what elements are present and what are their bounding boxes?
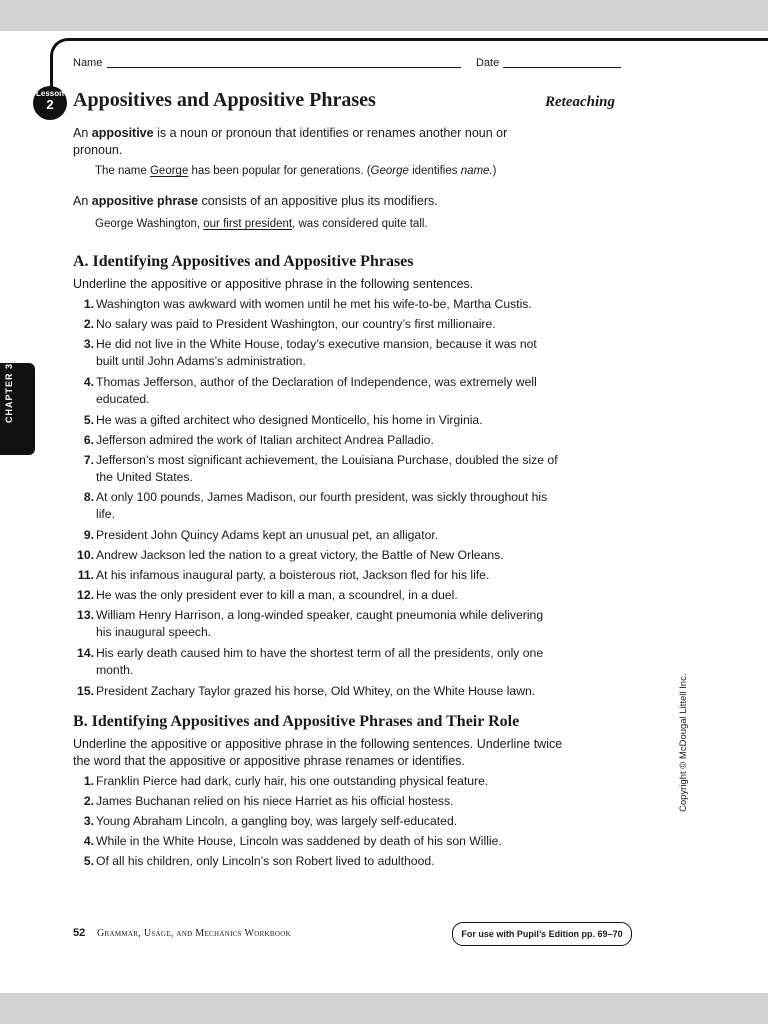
- list-item: 13. William Henry Harrison, a long-winded speaker, caught pneumonia while delivering his inaugural speech.: [77, 608, 544, 639]
- reteaching-tag: Reteaching: [545, 94, 615, 110]
- list-item: 4. Thomas Jefferson, author of the Declaration of Independence, was extremely well educated.: [83, 375, 537, 406]
- list-item: 4. While in the White House, Lincoln was saddened by death of his son Willie.: [83, 834, 502, 848]
- list-item: 5. He was a gifted architect who designed Monticello, his home in Virginia.: [83, 413, 483, 427]
- page-title: Appositives and Appositive Phrases: [73, 89, 376, 111]
- lesson-label: Lesson: [35, 89, 64, 98]
- list-item: 6. Jefferson admired the work of Italian architect Andrea Palladio.: [83, 433, 434, 447]
- page-number: 52: [73, 927, 86, 939]
- list-item: 5. Of all his children, only Lincoln’s son Robert lived to adulthood.: [83, 854, 435, 868]
- section-b-heading: B. Identifying Appositives and Appositive Phrases and Their Role: [73, 713, 520, 730]
- list-item: 14. His early death caused him to have the shortest term of all the presidents, only one month.: [77, 646, 544, 677]
- page-top-rule: [88, 38, 768, 41]
- example-appositive: The name George has been popular for generations. (George identifies name.): [95, 165, 497, 177]
- list-item: 12. He was the only president ever to kill a man, a scoundrel, in a duel.: [77, 588, 458, 602]
- list-item: 3. Young Abraham Lincoln, a gangling boy, was largely self-educated.: [83, 814, 458, 828]
- list-item: 2. James Buchanan relied on his niece Harriet as his official hostess.: [83, 794, 454, 808]
- pupil-edition-note: For use with Pupil’s Edition pp. 69–70: [452, 922, 632, 946]
- chapter-tab: [0, 363, 35, 455]
- list-item: 7. Jefferson’s most significant achievement, the Louisiana Purchase, doubled the size of the United States.: [83, 453, 558, 484]
- list-item: 9. President John Quincy Adams kept an unusual pet, an alligator.: [83, 528, 439, 542]
- copyright-notice: Copyright © McDougal Littell Inc.: [678, 673, 689, 812]
- list-item: 8. At only 100 pounds, James Madison, our fourth president, was sickly throughout his life.: [83, 490, 548, 521]
- section-a-heading: A. Identifying Appositives and Appositive Phrases: [73, 253, 414, 270]
- list-item: 1. Washington was awkward with women until he met his wife-to-be, Martha Custis.: [83, 297, 532, 311]
- definition-appositive: An appositive is a noun or pronoun that identifies or renames another noun or pronoun.: [73, 126, 508, 157]
- example-appositive-phrase: George Washington, our first president, was considered quite tall.: [95, 218, 428, 230]
- date-label: Date: [476, 57, 500, 69]
- name-field[interactable]: [107, 67, 461, 68]
- date-field[interactable]: [503, 67, 621, 68]
- lesson-number: 2: [46, 97, 54, 112]
- name-label: Name: [73, 57, 103, 69]
- list-item: 15. President Zachary Taylor grazed his horse, Old Whitey, on the White House lawn.: [77, 684, 536, 698]
- term-appositive: appositive: [91, 126, 154, 140]
- list-item: 3. He did not live in the White House, today’s executive mansion, because it was not built until John Adams’s administration.: [83, 337, 537, 368]
- section-a-instruction: Underline the appositive or appositive phrase in the following sentences.: [73, 277, 474, 291]
- section-b-instruction: Underline the appositive or appositive phrase in the following sentences. Underline twice the word that the appositive or appositive phrase renames or identifies.: [73, 737, 563, 768]
- chapter-tab-label: CHAPTER 3: [4, 362, 14, 423]
- list-item: 2. No salary was paid to President Washington, our country’s first millionaire.: [83, 317, 496, 331]
- book-title: Grammar, Usage, and Mechanics Workbook: [97, 928, 291, 939]
- definition-appositive-phrase: An appositive phrase consists of an appositive plus its modifiers.: [73, 194, 438, 208]
- lesson-badge: [33, 86, 67, 120]
- term-appositive-phrase: appositive phrase: [91, 194, 199, 208]
- list-item: 10. Andrew Jackson led the nation to a great victory, the Battle of New Orleans.: [77, 548, 504, 562]
- list-item: 11. At his infamous inaugural party, a boisterous riot, Jackson fled for his life.: [77, 568, 490, 582]
- list-item: 1. Franklin Pierce had dark, curly hair, his one outstanding physical feature.: [83, 774, 489, 788]
